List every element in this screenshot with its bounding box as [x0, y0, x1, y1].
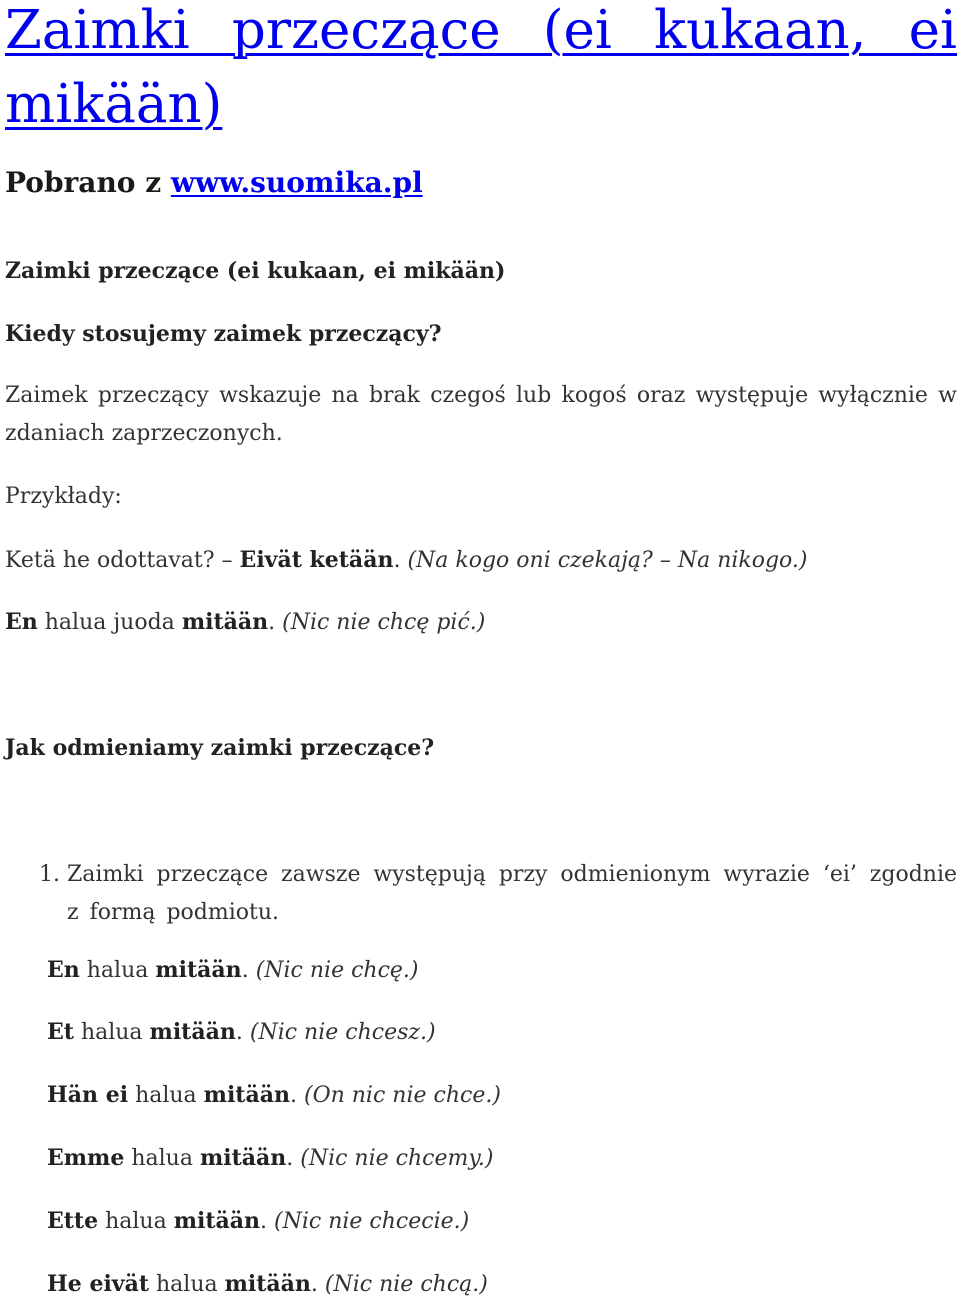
conj-subject: Et: [47, 1019, 74, 1045]
conj-translation: (Nic nie chcą.): [324, 1272, 488, 1297]
conj-pronoun: mitään: [199, 1145, 287, 1171]
conj-pronoun: mitään: [203, 1082, 290, 1108]
conj-translation: (On nic nie chce.): [303, 1083, 501, 1108]
conj-verb: halua: [105, 1209, 167, 1234]
conjugation-row: [47, 1080, 501, 1111]
conj-translation: (Nic nie chcesz.): [249, 1020, 436, 1045]
list-number: 1.: [39, 862, 60, 887]
conj-translation: (Nic nie chcecie.): [274, 1209, 470, 1234]
example2-bold1: En: [5, 609, 38, 635]
example2-translation: (Nic nie chcę pić.): [282, 610, 486, 635]
conj-dot: .: [286, 1146, 294, 1171]
conjugation-row: [47, 1206, 469, 1237]
list-item-1: [39, 856, 957, 932]
source-line: [5, 165, 423, 201]
example-sentence-1: [5, 545, 808, 576]
conj-dot: .: [235, 1020, 243, 1045]
example1-text: Ketä he odottavat? –: [5, 548, 233, 573]
conj-pronoun: mitään: [149, 1019, 236, 1045]
conj-subject: Emme: [47, 1145, 125, 1171]
conjugation-row: [47, 1017, 436, 1048]
source-prefix: Pobrano z: [5, 166, 162, 199]
conj-subject: He eivät: [47, 1271, 149, 1297]
list-item-text: Zaimki przeczące zawsze występują przy odmienionym wyrazie ‘ei’ zgodnie z formą podmiotu.: [67, 862, 957, 925]
page-title-link[interactable]: Zaimki przeczące (ei kukaan, ei mikään): [5, 0, 957, 135]
conj-verb: halua: [86, 958, 149, 983]
conj-dot: .: [241, 958, 249, 983]
example1-translation: (Na kogo oni czekają? – Na nikogo.): [407, 548, 808, 573]
example1-dot: .: [393, 548, 401, 573]
conj-subject: Ette: [47, 1208, 99, 1234]
source-link[interactable]: www.suomika.pl: [170, 166, 423, 199]
example-sentence-2: [5, 607, 485, 638]
conj-pronoun: mitään: [224, 1271, 311, 1297]
example2-dot: .: [268, 610, 276, 635]
conj-subject: Hän ei: [47, 1082, 129, 1108]
conj-pronoun: mitään: [155, 957, 242, 983]
question-when: Kiedy stosujemy zaimek przeczący?: [5, 321, 442, 347]
example2-bold2: mitään: [181, 609, 269, 635]
question-how: Jak odmieniamy zaimki przeczące?: [5, 735, 435, 761]
conj-verb: halua: [80, 1020, 143, 1045]
definition-paragraph: Zaimek przeczący wskazuje na brak czegoś lub kogoś oraz występuje wyłącznie w zdaniach zaprzeczonych.: [5, 383, 957, 446]
example2-text: halua juoda: [44, 610, 175, 635]
conjugation-row: [47, 955, 419, 986]
examples-label: Przykłady:: [5, 484, 122, 509]
conj-pronoun: mitään: [173, 1208, 261, 1234]
conj-dot: .: [260, 1209, 268, 1234]
conj-dot: .: [310, 1272, 318, 1297]
conj-verb: halua: [131, 1146, 193, 1171]
conj-subject: En: [47, 957, 80, 983]
conj-translation: (Nic nie chcę.): [255, 958, 419, 983]
article-heading: Zaimki przeczące (ei kukaan, ei mikään): [5, 258, 506, 284]
conj-dot: .: [289, 1083, 297, 1108]
conjugation-row: [47, 1269, 488, 1300]
conj-verb: halua: [135, 1083, 197, 1108]
example1-bold: Eivät ketään: [239, 547, 394, 573]
conj-translation: (Nic nie chcemy.): [300, 1146, 494, 1171]
conjugation-row: [47, 1143, 493, 1174]
conj-verb: halua: [156, 1272, 218, 1297]
